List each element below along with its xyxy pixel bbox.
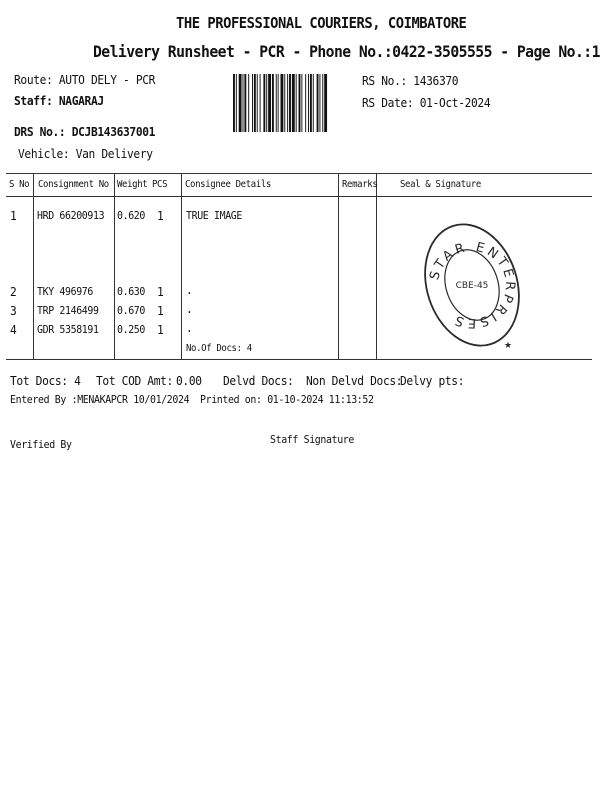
header-remarks: Remarks: [342, 179, 378, 190]
total-docs: Tot Docs: 4: [10, 373, 81, 388]
row-3-weight: 0.670: [117, 304, 146, 317]
staff-label: Staff: NAGARAJ: [14, 93, 104, 108]
header-pcs: PCS: [152, 179, 168, 190]
column-divider: [114, 173, 115, 359]
stamp-ring-text: STAR ENTERPRISES: [427, 239, 518, 331]
rs-number: RS No.: 1436370: [362, 73, 459, 88]
row-4-pcs: 1: [157, 322, 164, 337]
header-seal: Seal & Signature: [400, 179, 481, 190]
printed-on: Printed on: 01-10-2024 11:13:52: [200, 393, 374, 406]
header-consignment: Consignment No: [38, 179, 109, 190]
drs-number: DRS No.: DCJB143637001: [14, 124, 156, 139]
entered-by: Entered By :MENAKAPCR 10/01/2024: [10, 393, 190, 406]
non-delivered-docs-label: Non Delvd Docs:: [306, 373, 403, 388]
runsheet-title: Delivery Runsheet - PCR - Phone No.:0422-3505555 - Page No.:1: [93, 42, 600, 61]
header-sno: S No: [9, 179, 30, 190]
seal-stamp-icon: [424, 210, 520, 360]
total-cod-label: Tot COD Amt:: [96, 373, 173, 388]
row-1-details: TRUE IMAGE: [186, 209, 243, 222]
verified-by: Verified By: [10, 438, 72, 451]
row-3-consignment: TRP 2146499: [37, 304, 99, 317]
row-4-details: .: [186, 320, 193, 335]
column-divider: [376, 173, 377, 359]
column-divider: [181, 173, 182, 359]
delivery-points-label: Delvy pts:: [400, 373, 465, 388]
total-cod-value: 0.00: [176, 373, 202, 388]
row-2-pcs: 1: [157, 284, 164, 299]
company-title: THE PROFESSIONAL COURIERS, COIMBATORE: [176, 14, 467, 32]
column-divider: [33, 173, 34, 359]
delivered-docs-label: Delvd Docs:: [223, 373, 294, 388]
row-2-weight: 0.630: [117, 285, 146, 298]
row-3-pcs: 1: [157, 303, 164, 318]
row-2-consignment: TKY 496976: [37, 285, 94, 298]
row-1-consignment: HRD 66200913: [37, 209, 105, 222]
row-4-consignment: GDR 5358191: [37, 323, 99, 336]
row-1-weight: 0.620: [117, 209, 146, 222]
barcode-icon: [232, 74, 354, 132]
route-label: Route: AUTO DELY - PCR: [14, 72, 156, 87]
row-4-weight: 0.250: [117, 323, 146, 336]
row-3-details: .: [186, 301, 193, 316]
table-top-border: [6, 173, 592, 174]
star-icon: ★: [504, 341, 513, 351]
row-2-details: .: [186, 282, 193, 297]
column-divider: [338, 173, 339, 359]
row-3-sno: 3: [10, 303, 17, 318]
vehicle-label: Vehicle: Van Delivery: [18, 146, 153, 161]
no-of-docs: No.Of Docs: 4: [186, 343, 252, 354]
rs-date: RS Date: 01-Oct-2024: [362, 95, 491, 110]
staff-signature: Staff Signature: [270, 433, 355, 446]
header-consignee: Consignee Details: [185, 179, 272, 190]
row-1-pcs: 1: [157, 208, 164, 223]
stamp-center-text: CBE-45: [455, 281, 489, 291]
row-4-sno: 4: [10, 322, 17, 337]
table-header-border: [6, 196, 592, 197]
row-1-sno: 1: [10, 208, 17, 223]
row-2-sno: 2: [10, 284, 17, 299]
header-weight: Weight: [117, 179, 148, 190]
